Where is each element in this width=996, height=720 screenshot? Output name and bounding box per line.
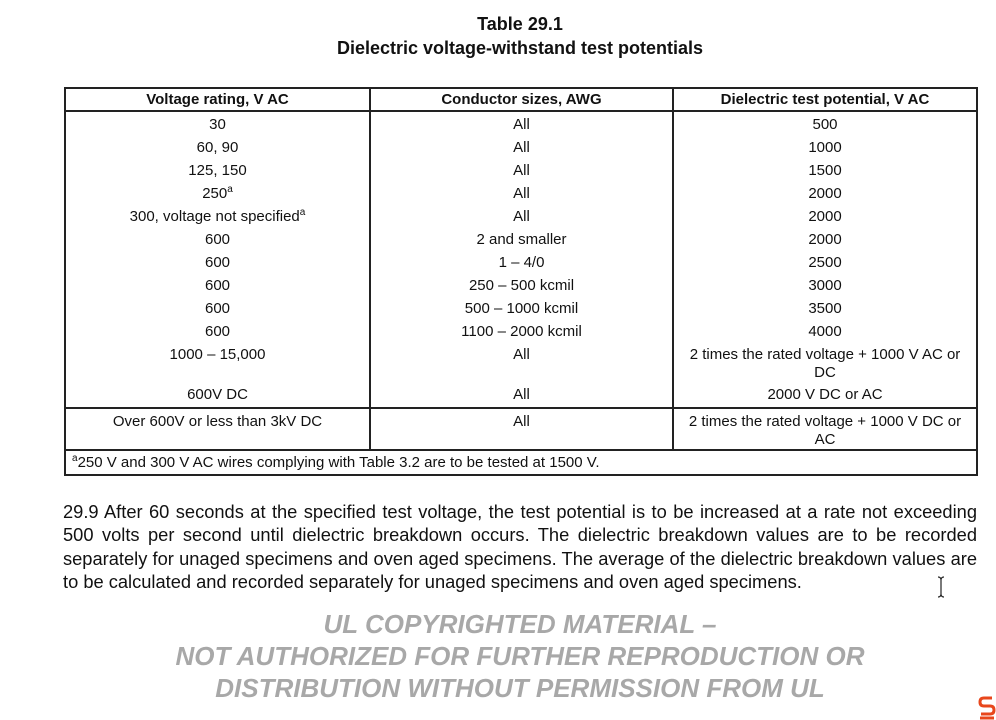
cell-potential: 3000 (673, 273, 977, 296)
cell-voltage: 600 (65, 227, 370, 250)
footnote-ref: a (227, 184, 233, 195)
table-row-extra (65, 408, 977, 450)
cell-potential: 500 (673, 111, 977, 135)
app-badge-icon[interactable] (978, 696, 996, 720)
table-row (65, 296, 977, 319)
cell-conductor: All (370, 111, 673, 135)
table-header-row (65, 88, 977, 111)
cell-potential: 2000 (673, 227, 977, 250)
cell-voltage: 600 (65, 273, 370, 296)
cell-conductor: 1 – 4/0 (370, 250, 673, 273)
cell-voltage: 30 (65, 111, 370, 135)
table-footnote (65, 450, 977, 475)
table-row (65, 319, 977, 342)
cell-potential: 3500 (673, 296, 977, 319)
table-row (65, 250, 977, 273)
cell-voltage: 600 (65, 250, 370, 273)
table-number: Table 29.1 (477, 14, 563, 34)
table-row (65, 135, 977, 158)
cell-voltage: 125, 150 (65, 158, 370, 181)
table-row (65, 342, 977, 382)
cell-conductor: All (370, 204, 673, 227)
cell-potential: 2 times the rated voltage + 1000 V AC or DC (673, 342, 977, 382)
cell-potential: 2000 (673, 181, 977, 204)
table-row (65, 204, 977, 227)
cell-conductor: All (370, 382, 673, 408)
cell-potential: 2000 (673, 204, 977, 227)
table-row (65, 181, 977, 204)
watermark-line-2: NOT AUTHORIZED FOR FURTHER REPRODUCTION OR (175, 641, 865, 671)
cell-voltage: 600 (65, 296, 370, 319)
table-row (65, 382, 977, 408)
cell-conductor: 2 and smaller (370, 227, 673, 250)
watermark-line-3: DISTRIBUTION WITHOUT PERMISSION FROM UL (215, 673, 825, 703)
cell-conductor: All (370, 342, 673, 382)
table-title-block (0, 12, 996, 60)
cell-potential: 4000 (673, 319, 977, 342)
cell-potential: 2500 (673, 250, 977, 273)
cell-voltage: Over 600V or less than 3kV DC (65, 408, 370, 450)
text-cursor-icon (937, 576, 945, 598)
table-row (65, 111, 977, 135)
footnote-text: 250 V and 300 V AC wires complying with Table 3.2 are to be tested at 1500 V. (77, 454, 600, 471)
dielectric-test-table (64, 87, 978, 476)
cell-voltage: 300, voltage not specified$^a$ (65, 204, 370, 227)
cell-potential: 2 times the rated voltage + 1000 V DC or AC (673, 408, 977, 450)
copyright-watermark (0, 608, 996, 704)
section-paragraph-29-9: 29.9 After 60 seconds at the specified test voltage, the test potential is to be increased at a rate not exceeding 500 volts per second until dielectric breakdown occurs. The dielectric breakdown values are to be recorded separately for unaged specimens and oven aged specimens. The average of the dielectric breakdown values are to be calculated and recorded separately for unaged specimens and oven aged specimens. (63, 501, 977, 592)
cell-conductor: 250 – 500 kcmil (370, 273, 673, 296)
table-row (65, 273, 977, 296)
cell-conductor: All (370, 135, 673, 158)
footnote-ref: a (299, 207, 306, 218)
cell-voltage: 600V DC (65, 382, 370, 408)
header-conductor-sizes: Conductor sizes, AWG (370, 88, 673, 111)
cell-potential: 1000 (673, 135, 977, 158)
dielectric-table-container (64, 87, 976, 476)
header-voltage-rating: Voltage rating, V AC (65, 88, 370, 111)
cell-conductor: 1100 – 2000 kcmil (370, 319, 673, 342)
cell-voltage: 60, 90 (65, 135, 370, 158)
table-caption: Dielectric voltage-withstand test potentials (336, 38, 704, 58)
table-row (65, 158, 977, 181)
cell-potential: 2000 V DC or AC (673, 382, 977, 408)
table-footnote-row (65, 450, 977, 475)
cell-voltage: 600 (65, 319, 370, 342)
cell-conductor: All (370, 181, 673, 204)
cell-conductor: 500 – 1000 kcmil (370, 296, 673, 319)
cell-voltage: 1000 – 15,000 (65, 342, 370, 382)
watermark-line-1: UL COPYRIGHTED MATERIAL – (323, 609, 717, 639)
cell-conductor: All (370, 158, 673, 181)
table-body (65, 111, 977, 475)
footnote-mark: a (72, 453, 78, 464)
table-row (65, 227, 977, 250)
header-test-potential: Dielectric test potential, V AC (673, 88, 977, 111)
cell-potential: 1500 (673, 158, 977, 181)
cell-conductor: All (370, 408, 673, 450)
cell-voltage: 250$^a$ (65, 181, 370, 204)
